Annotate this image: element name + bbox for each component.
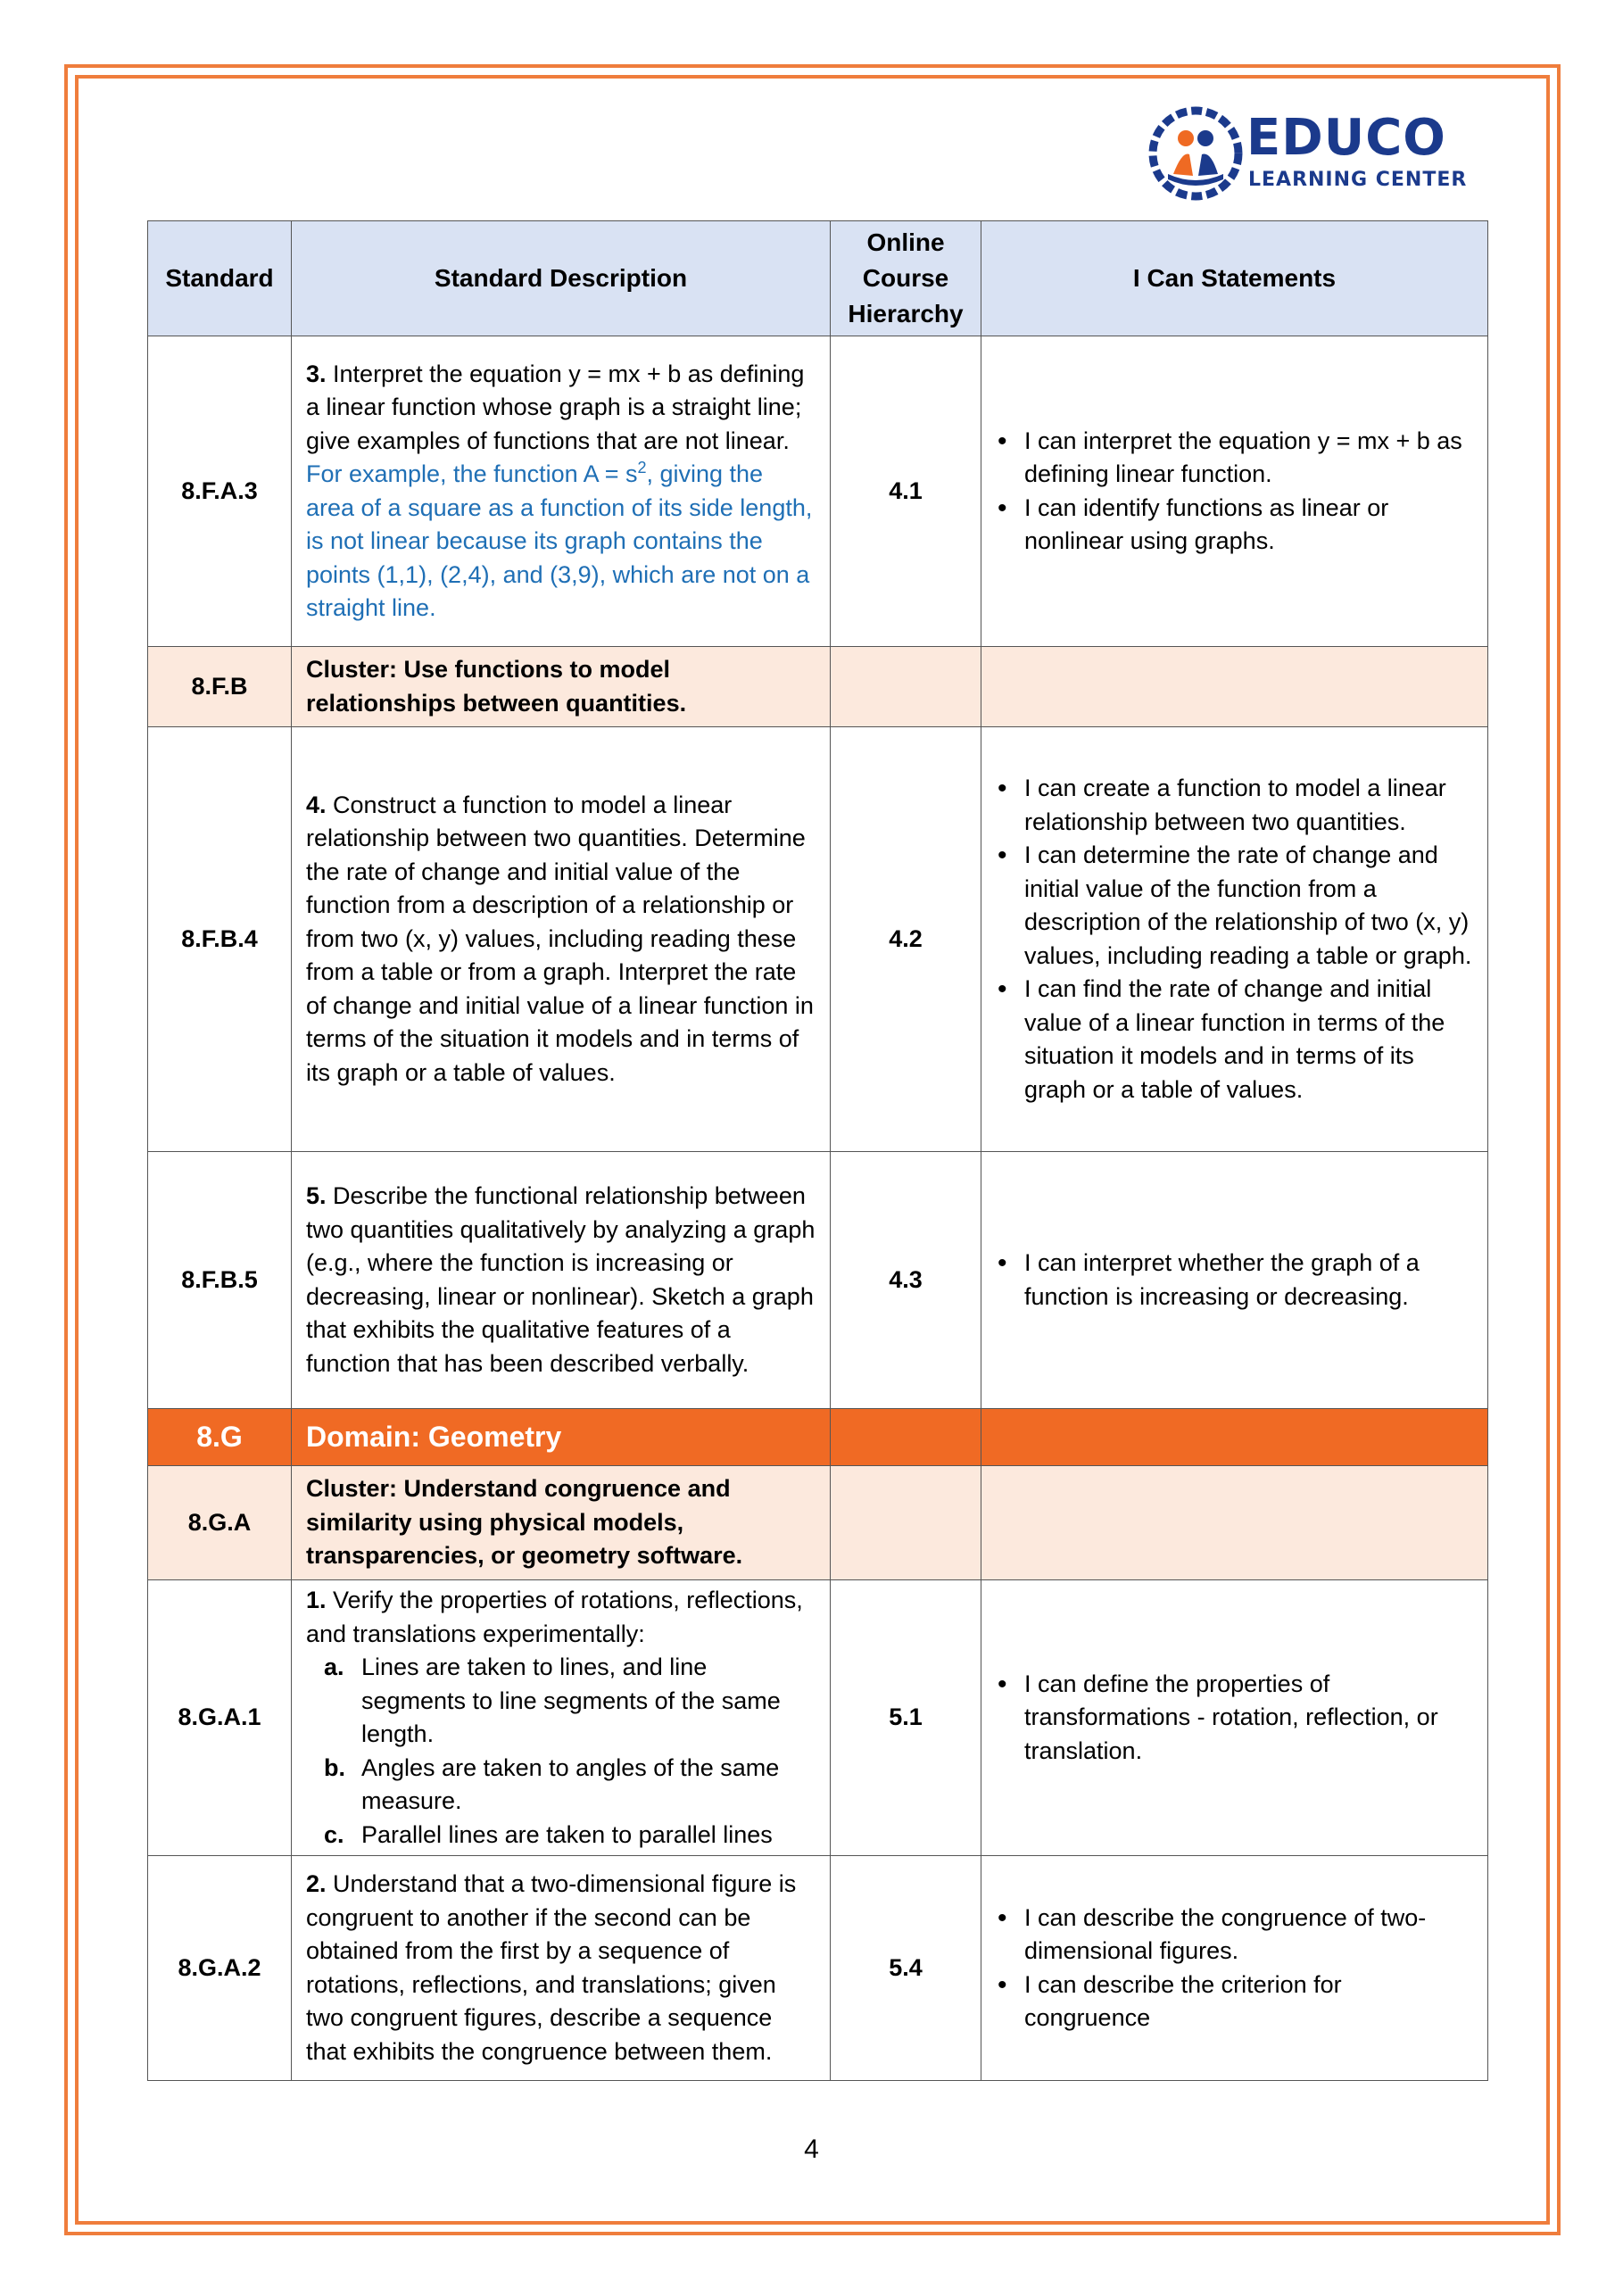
standard-description: 3. Interpret the equation y = mx + b as defining a linear function whose graph is a straight line; give examples of functions that are not linear. For example, the function $A = s^2$, giving the area of a square as a function of its side length, is not linear because its graph contains the points (1,1), (2,4), and (3,9), which are not on a straight line. xyxy=(292,336,831,647)
i-can-statements xyxy=(981,727,1488,1152)
domain-row xyxy=(148,1409,1488,1466)
standard-description: 4. Construct a function to model a linear relationship between two quantities. Determine the rate of change and initial value of the function from a description of a relationship or from two (x, y) values, including reading these from a table or from a graph. Interpret the rate of change and initial value of a linear function in terms of the situation it models and in terms of its graph or a table of values. xyxy=(292,727,831,1152)
i-can-statements xyxy=(981,336,1488,647)
standard-code: 8.G.A.2 xyxy=(148,1856,292,2081)
i-can-statements xyxy=(981,1580,1488,1856)
standard-code: 8.F.A.3 xyxy=(148,336,292,647)
standard-code: 8.F.B.4 xyxy=(148,727,292,1152)
course-hierarchy: 5.4 xyxy=(831,1856,981,2081)
table-row xyxy=(148,1580,1488,1856)
domain-title: Domain: Geometry xyxy=(292,1409,831,1466)
cluster-row xyxy=(148,647,1488,727)
list-item: • I can describe the congruence of two-dimensional figures. xyxy=(1024,1902,1473,1969)
logo-name: EDUCO xyxy=(1246,109,1446,167)
standards-table xyxy=(147,220,1488,2081)
empty-cell xyxy=(831,1409,981,1466)
list-item: • I can interpret whether the graph of a function is increasing or decreasing. xyxy=(1024,1247,1473,1314)
standard-code: 8.F.B.5 xyxy=(148,1152,292,1409)
list-item: • I can identify functions as linear or nonlinear using graphs. xyxy=(1024,492,1473,559)
page-number: 4 xyxy=(804,2134,819,2164)
cluster-description: Cluster: Understand congruence and similarity using physical models, transparencies, or geometry software. xyxy=(292,1466,831,1580)
educo-logo xyxy=(1147,103,1472,210)
example-text: For example, the function $A = s^2$, giving the area of a square as a function of its side length, is not linear because its graph contains the points (1,1), (2,4), and (3,9), which are not on a straight line. xyxy=(306,459,813,621)
standard-description: 5. Describe the functional relationship between two quantities qualitatively by analyzing a graph (e.g., where the function is increasing or decreasing, linear or nonlinear). Sketch a graph that exhibits the qualitative features of a function that has been described verbally. xyxy=(292,1152,831,1409)
list-item: c. Parallel lines are taken to parallel lines xyxy=(324,1820,773,1848)
cluster-row xyxy=(148,1466,1488,1580)
course-hierarchy: 4.3 xyxy=(831,1152,981,1409)
table-header-row xyxy=(148,221,1488,336)
empty-cell xyxy=(831,647,981,727)
list-item: a. Lines are taken to lines, and line segments to line segments of the same length. xyxy=(324,1654,781,1747)
header-description: Standard Description xyxy=(292,221,831,336)
logo-subtitle: LEARNING CENTER xyxy=(1248,169,1468,191)
standard-code: 8.G.A.1 xyxy=(148,1580,292,1856)
empty-cell xyxy=(831,1466,981,1580)
list-item: • I can find the rate of change and initial value of a linear function in terms of the situation it models and in terms of its graph or a table of values. xyxy=(1024,973,1473,1107)
logo-emblem-icon xyxy=(1147,104,1245,203)
header-standard: Standard xyxy=(148,221,292,336)
standard-code: 8.F.B xyxy=(148,647,292,727)
list-item: b. Angles are taken to angles of the same measure. xyxy=(324,1753,780,1814)
table-row xyxy=(148,1152,1488,1409)
empty-cell xyxy=(981,647,1488,727)
empty-cell xyxy=(981,1466,1488,1580)
course-hierarchy: 5.1 xyxy=(831,1580,981,1856)
list-item: • I can determine the rate of change and initial value of the function from a description of the relationship of two (x, y) values, including reading a table or graph. xyxy=(1024,839,1473,973)
course-hierarchy: 4.2 xyxy=(831,727,981,1152)
list-item: • I can create a function to model a linear relationship between two quantities. xyxy=(1024,772,1473,839)
standard-code: 8.G.A xyxy=(148,1466,292,1580)
i-can-statements xyxy=(981,1152,1488,1409)
list-item: • I can interpret the equation y = mx + b as defining linear function. xyxy=(1024,425,1473,492)
cluster-description: Cluster: Use functions to model relationships between quantities. xyxy=(292,647,831,727)
course-hierarchy: 4.1 xyxy=(831,336,981,647)
list-item: • I can describe the criterion for congruence xyxy=(1024,1969,1473,2035)
list-item: • I can define the properties of transformations - rotation, reflection, or translation. xyxy=(1024,1668,1473,1769)
header-hierarchy: Online Course Hierarchy xyxy=(831,221,981,336)
i-can-statements xyxy=(981,1856,1488,2081)
empty-cell xyxy=(981,1409,1488,1466)
standard-description: 2. Understand that a two-dimensional figure is congruent to another if the second can be obtained from the first by a sequence of rotations, reflections, and translations; given two congruent figures, describe a sequence that exhibits the congruence between them. xyxy=(292,1856,831,2081)
table-row xyxy=(148,1856,1488,2081)
standard-description: 1. Verify the properties of rotations, reflections, and translations experimentally: a. Lines are taken to lines, and line segments to line segments of the same length. b. Angles are taken to angles of the same measure. c. Parallel lines are taken to parallel lines xyxy=(292,1580,831,1856)
table-row xyxy=(148,727,1488,1152)
domain-code: 8.G xyxy=(148,1409,292,1466)
header-statements: I Can Statements xyxy=(981,221,1488,336)
table-row xyxy=(148,336,1488,647)
